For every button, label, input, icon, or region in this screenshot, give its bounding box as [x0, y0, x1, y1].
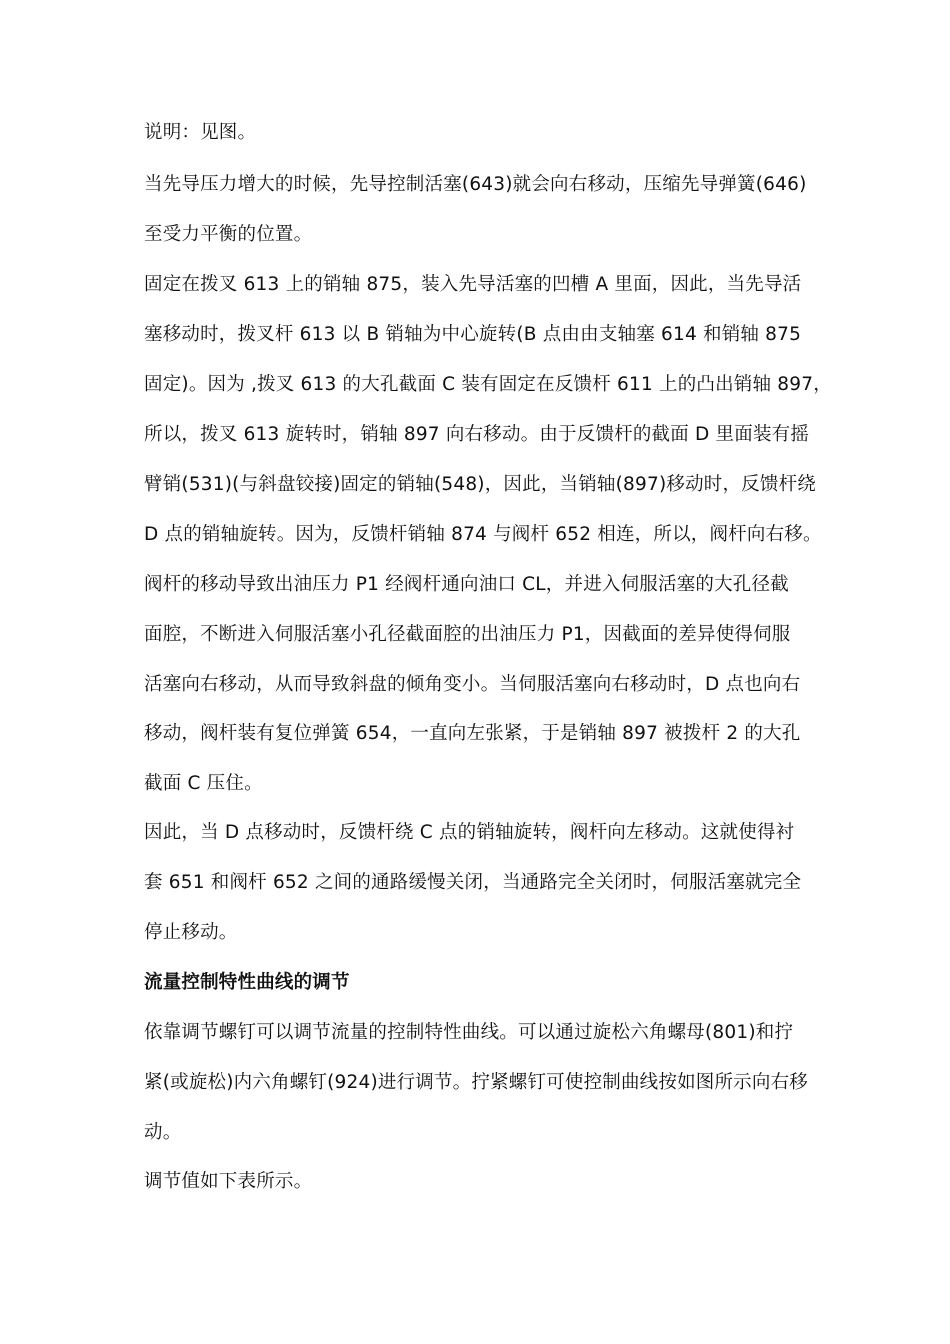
paragraph-line: 当先导压力增大的时候，先导控制活塞(643)就会向右移动，压缩先导弹簧(646) — [144, 174, 807, 195]
paragraph-line: 面腔，不断进入伺服活塞小孔径截面腔的出油压力 P1，因截面的差异使得伺服 — [144, 624, 791, 645]
paragraph-line: 臂销(531)(与斜盘铰接)固定的销轴(548)，因此，当销轴(897)移动时，反馈杆绕 — [144, 474, 816, 495]
paragraph-line: 依靠调节螺钉可以调节流量的控制特性曲线。可以通过旋松六角螺母(801)和拧 — [144, 1022, 794, 1043]
paragraph-line: 活塞向右移动，从而导致斜盘的倾角变小。当伺服活塞向右移动时，D 点也向右 — [144, 674, 801, 695]
paragraph-line: 动。 — [144, 1122, 182, 1143]
paragraph-line: 截面 C 压住。 — [144, 773, 263, 794]
paragraph-line: 固定)。因为 ,拨叉 613 的大孔截面 C 装有固定在反馈杆 611 上的凸出销轴 897， — [144, 374, 832, 395]
paragraph-line: 套 651 和阀杆 652 之间的通路缓慢关闭，当通路完全关闭时，伺服活塞就完全 — [144, 872, 802, 893]
paragraph-line: 调节值如下表所示。 — [144, 1171, 313, 1192]
paragraph-line: 所以，拨叉 613 旋转时，销轴 897 向右移动。由于反馈杆的截面 D 里面装有摇 — [144, 424, 810, 445]
paragraph-line: 固定在拨叉 613 上的销轴 875，装入先导活塞的凹槽 A 里面，因此，当先导活 — [144, 274, 802, 295]
paragraph-line: D 点的销轴旋转。因为，反馈杆销轴 874 与阀杆 652 相连，所以，阀杆向右移。 — [144, 524, 822, 545]
paragraph-line: 塞移动时，拨叉杆 613 以 B 销轴为中心旋转(B 点由由支轴塞 614 和销轴 875 — [144, 324, 802, 345]
paragraph-line: 紧(或旋松)内六角螺钉(924)进行调节。拧紧螺钉可使控制曲线按如图所示向右移 — [144, 1072, 808, 1093]
paragraph-line: 因此，当 D 点移动时，反馈杆绕 C 点的销轴旋转，阀杆向左移动。这就使得衬 — [144, 822, 795, 843]
paragraph-line: 停止移动。 — [144, 922, 238, 943]
paragraph-line: 至受力平衡的位置。 — [144, 224, 313, 245]
paragraph-line: 说明：见图。 — [144, 122, 257, 143]
section-heading: 流量控制特性曲线的调节 — [144, 972, 350, 993]
paragraph-line: 阀杆的移动导致出油压力 P1 经阀杆通向油口 CL，并进入伺服活塞的大孔径截 — [144, 574, 789, 595]
paragraph-line: 移动，阀杆装有复位弹簧 654，一直向左张紧，于是销轴 897 被拨杆 2 的大孔 — [144, 723, 801, 744]
